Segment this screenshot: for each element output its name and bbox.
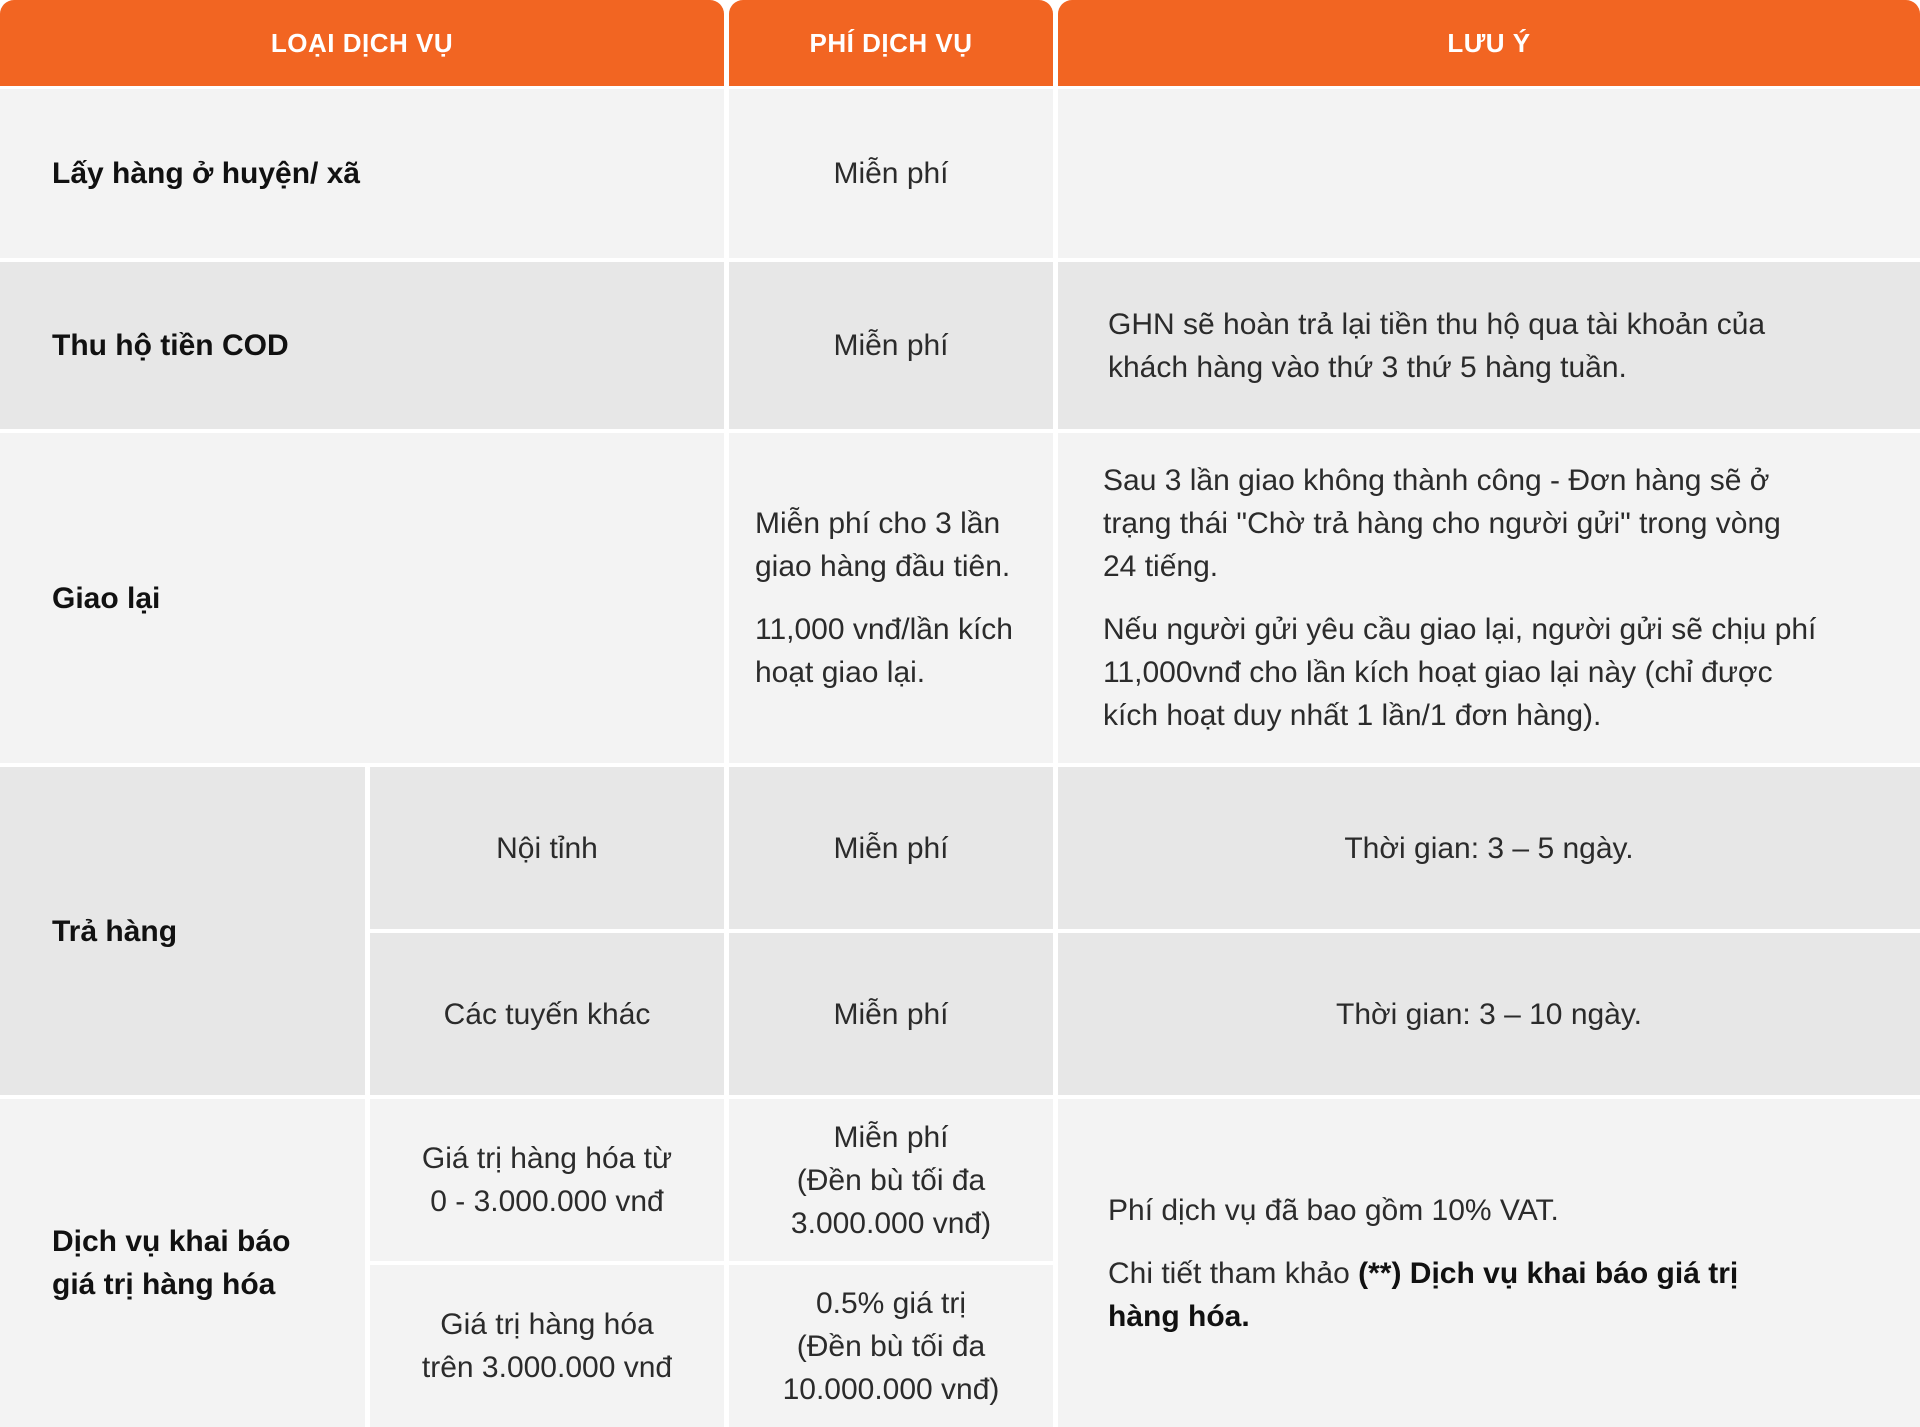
declare-note-line3 bbox=[1108, 1295, 1880, 1338]
row-redeliver-name bbox=[0, 433, 724, 763]
return-sub2-note-text: Thời gian: 3 – 10 ngày. bbox=[1336, 997, 1642, 1031]
redeliver-fee-line1: Miễn phí cho 3 lần bbox=[755, 507, 1001, 540]
declare-sub2-name-line2: trên 3.000.000 vnđ bbox=[421, 1351, 673, 1384]
row-return-sub2-note bbox=[1058, 933, 1920, 1095]
header-service-type-label: LOẠI DỊCH VỤ bbox=[270, 27, 454, 58]
row-cod-fee bbox=[729, 262, 1053, 429]
declare-sub1-name-line1: Giá trị hàng hóa từ bbox=[421, 1142, 673, 1175]
declare-note-mark: (**) bbox=[1358, 1256, 1402, 1290]
return-sub1-name-text: Nội tỉnh bbox=[496, 831, 598, 865]
redeliver-note-line2: trạng thái "Chờ trả hàng cho người gửi" trong vòng bbox=[1103, 507, 1781, 540]
row-declare-sub1-fee bbox=[729, 1099, 1053, 1261]
pickup-name-text: Lấy hàng ở huyện/ xã bbox=[52, 157, 361, 190]
declare-sub2-name-line1: Giá trị hàng hóa bbox=[440, 1308, 654, 1341]
cod-note-line2: khách hàng vào thứ 3 thứ 5 hàng tuần. bbox=[1108, 350, 1627, 384]
row-pickup-note bbox=[1058, 89, 1920, 258]
redeliver-note-line6: kích hoạt duy nhất 1 lần/1 đơn hàng). bbox=[1103, 699, 1602, 732]
redeliver-note-line5: 11,000vnđ cho lần kích hoạt giao lại này (chỉ được bbox=[1103, 656, 1773, 689]
return-sub2-name-text: Các tuyến khác bbox=[443, 997, 651, 1031]
declare-sub2-fee-line1: 0.5% giá trị bbox=[815, 1286, 967, 1320]
row-return-sub2-name bbox=[370, 933, 724, 1095]
row-redeliver-note bbox=[1058, 433, 1920, 763]
cod-note-line1: GHN sẽ hoàn trả lại tiền thu hộ qua tài khoản của bbox=[1108, 307, 1766, 341]
header-service-fee-label: PHÍ DỊCH VỤ bbox=[809, 27, 973, 58]
declare-value-service-link[interactable]: Dịch vụ khai báo giá trị bbox=[1401, 1256, 1739, 1290]
declare-name-line2: giá trị hàng hóa bbox=[52, 1268, 276, 1301]
declare-sub2-fee-line2: (Đền bù tối đa bbox=[796, 1329, 986, 1363]
declare-sub1-fee-line2: (Đền bù tối đa bbox=[796, 1163, 986, 1197]
pickup-fee-text: Miễn phí bbox=[833, 157, 949, 190]
row-declare-sub2-name bbox=[370, 1265, 724, 1427]
row-declare-note bbox=[1058, 1099, 1920, 1427]
row-declare-name bbox=[0, 1099, 365, 1427]
row-redeliver-fee bbox=[729, 433, 1053, 763]
header-note-label: LƯU Ý bbox=[1447, 27, 1531, 58]
row-return-sub1-fee bbox=[729, 767, 1053, 929]
row-pickup-name bbox=[0, 89, 724, 258]
header-note bbox=[1058, 0, 1920, 86]
declare-value-service-link-cont[interactable]: hàng hóa. bbox=[1108, 1299, 1250, 1333]
row-cod-note bbox=[1058, 262, 1920, 429]
return-sub1-note-text: Thời gian: 3 – 5 ngày. bbox=[1344, 831, 1634, 865]
declare-sub1-fee-line1: Miễn phí bbox=[833, 1120, 949, 1154]
redeliver-fee-line2: giao hàng đầu tiên. bbox=[755, 550, 1011, 583]
declare-name-line1: Dịch vụ khai báo bbox=[52, 1225, 291, 1258]
redeliver-note-line1: Sau 3 lần giao không thành công - Đơn hàng sẽ ở bbox=[1103, 464, 1770, 497]
row-declare-sub2-fee bbox=[729, 1265, 1053, 1427]
redeliver-note-line4: Nếu người gửi yêu cầu giao lại, người gửi sẽ chịu phí bbox=[1103, 613, 1817, 646]
row-return-sub1-note bbox=[1058, 767, 1920, 929]
row-pickup-fee bbox=[729, 89, 1053, 258]
return-sub2-fee-text: Miễn phí bbox=[833, 997, 949, 1031]
declare-sub1-fee-line3: 3.000.000 vnđ) bbox=[790, 1206, 992, 1240]
redeliver-fee-line3: 11,000 vnđ/lần kích bbox=[755, 613, 1013, 646]
row-return-sub2-fee bbox=[729, 933, 1053, 1095]
row-return-sub1-name bbox=[370, 767, 724, 929]
redeliver-fee-line4: hoạt giao lại. bbox=[755, 656, 926, 689]
header-service-type bbox=[0, 0, 724, 86]
row-cod-name bbox=[0, 262, 724, 429]
declare-note-prefix: Chi tiết tham khảo bbox=[1108, 1256, 1359, 1290]
header-service-fee bbox=[729, 0, 1053, 86]
return-sub1-fee-text: Miễn phí bbox=[833, 831, 949, 865]
return-name-text: Trả hàng bbox=[52, 914, 178, 948]
row-declare-sub1-name bbox=[370, 1099, 724, 1261]
row-return-name bbox=[0, 767, 365, 1095]
declare-sub2-fee-line3: 10.000.000 vnđ) bbox=[782, 1372, 1000, 1406]
cod-name-text: Thu hộ tiền COD bbox=[52, 329, 289, 362]
declare-note-line1: Phí dịch vụ đã bao gồm 10% VAT. bbox=[1108, 1193, 1559, 1227]
redeliver-note-line3: 24 tiếng. bbox=[1103, 550, 1219, 583]
redeliver-name-text: Giao lại bbox=[52, 581, 161, 615]
cod-fee-text: Miễn phí bbox=[833, 329, 949, 362]
declare-note-line2 bbox=[1108, 1252, 1880, 1295]
declare-sub1-name-line2: 0 - 3.000.000 vnđ bbox=[430, 1185, 664, 1218]
